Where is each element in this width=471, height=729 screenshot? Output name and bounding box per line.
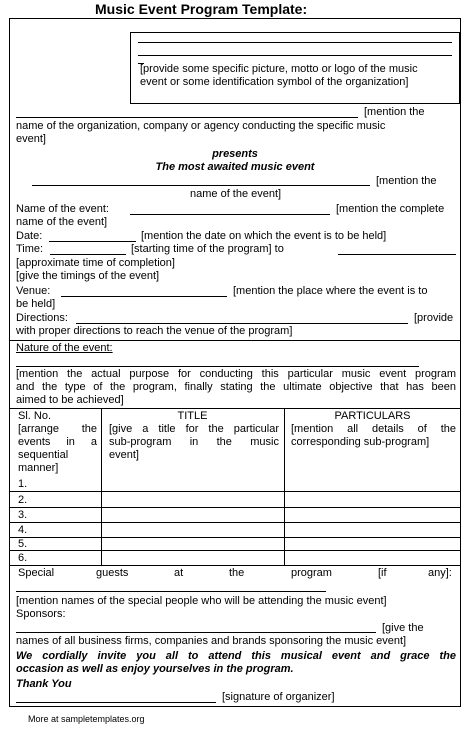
time-note3: [give the timings of the event] <box>16 270 160 282</box>
nature-line2: and the type of the program, finally stating the ultimate objective that has been <box>16 381 456 393</box>
col1-note-4: manner] <box>18 462 59 474</box>
table-header-particulars: PARTICULARS <box>334 410 411 422</box>
presents-text: presents <box>212 148 258 160</box>
col2-note-2: sub-program in the music <box>109 436 279 448</box>
event-name-field <box>130 214 330 215</box>
guests-word-1: Special <box>18 567 55 579</box>
logo-line-2 <box>138 55 452 56</box>
signature-note: [signature of organizer] <box>222 691 335 703</box>
signature-field <box>16 702 216 703</box>
logo-note-line2: event or some identification symbol of the organization] <box>140 76 409 88</box>
logo-line-1 <box>138 42 452 43</box>
table-row-border-3 <box>9 522 461 523</box>
table-row: 4. <box>18 524 28 536</box>
table-row: 1. <box>18 478 28 490</box>
nature-line1: [mention the actual purpose for conducting this particular music event program <box>16 368 456 380</box>
table-col-divider-1 <box>101 408 102 565</box>
guests-word-2: guests <box>96 567 129 579</box>
table-top-border <box>9 408 461 409</box>
venue-note2: be held] <box>16 298 56 310</box>
col1-note-1: [arrange the <box>18 423 97 435</box>
time-label: Time: <box>16 243 44 255</box>
event-name-note-line2: name of the event] <box>190 188 282 200</box>
table-row: 6. <box>18 552 28 564</box>
nature-field <box>16 366 419 367</box>
directions-label: Directions: <box>16 312 68 324</box>
directions-field <box>76 323 408 324</box>
table-row-border-5 <box>9 550 461 551</box>
nature-line3: aimed to be achieved] <box>16 394 124 406</box>
org-note-line2: name of the organization, company or agency conducting the specific music <box>16 120 386 132</box>
invite-line1: We cordially invite you all to attend this musical event and grace the <box>16 650 456 662</box>
venue-label: Venue: <box>16 285 51 297</box>
col3-note-1: [mention all details of the <box>291 423 456 435</box>
time-end-field <box>338 254 456 255</box>
venue-note: [mention the place where the event is to <box>233 285 428 297</box>
col2-note-3: event] <box>109 449 139 461</box>
col3-note-2: corresponding sub-program] <box>291 436 430 448</box>
table-col-divider-2 <box>284 408 285 565</box>
event-title-line <box>32 185 370 186</box>
guests-word-4: the <box>229 567 245 579</box>
logo-note-line1: [provide some specific picture, motto or logo of the music <box>140 63 418 75</box>
date-label: Date: <box>16 230 43 242</box>
guests-field <box>16 591 326 592</box>
page-title: Music Event Program Template: <box>95 1 308 17</box>
table-header-title: TITLE <box>177 410 208 422</box>
event-name-note2: name of the event] <box>16 216 108 228</box>
table-bottom-border <box>9 565 461 566</box>
table-row: 5. <box>18 538 28 550</box>
table-header-slno: Sl. No. <box>18 410 52 422</box>
directions-note: [provide <box>414 312 454 324</box>
table-row-border-1 <box>9 491 461 492</box>
sponsors-field <box>16 632 376 633</box>
event-name-label: Name of the event: <box>16 203 109 215</box>
sponsors-note2: names of all business firms, companies and brands sponsoring the music event] <box>16 635 407 647</box>
footer-link[interactable]: More at sampletemplates.org <box>28 714 145 724</box>
time-start-field <box>50 254 126 255</box>
section-divider-nature <box>9 340 461 341</box>
sponsors-label: Sponsors: <box>16 608 66 620</box>
org-note-tail: [mention the <box>364 106 425 118</box>
event-name-note: [mention the complete <box>336 203 445 215</box>
directions-note2: with proper directions to reach the venue of the program] <box>16 325 293 337</box>
event-name-note-tail: [mention the <box>376 175 437 187</box>
guests-word-7: any]: <box>428 567 452 579</box>
col2-note-1: [give a title for the particular <box>109 423 279 435</box>
guests-word-5: program <box>291 567 332 579</box>
guests-word-3: at <box>174 567 184 579</box>
venue-field <box>61 296 227 297</box>
col1-note-3: sequential <box>18 449 69 461</box>
guests-note: [mention names of the special people who will be attending the music event] <box>16 595 387 607</box>
org-name-line <box>16 117 358 118</box>
time-note: [starting time of the program] to <box>131 243 284 255</box>
guests-word-6: [if <box>378 567 387 579</box>
org-note-line3: event] <box>16 133 46 145</box>
invite-line2: occasion as well as enjoy yourselves in the program. <box>16 663 294 675</box>
table-row: 2. <box>18 494 28 506</box>
nature-label: Nature of the event: <box>16 342 113 354</box>
date-field <box>49 241 136 242</box>
col1-note-2: events in a <box>18 436 97 448</box>
time-note2: [approximate time of completion] <box>16 257 175 269</box>
date-note: [mention the date on which the event is to be held] <box>141 230 387 242</box>
thank-you-text: Thank You <box>16 678 72 690</box>
table-row-border-2 <box>9 507 461 508</box>
table-row-border-4 <box>9 537 461 538</box>
table-row: 3. <box>18 509 28 521</box>
awaited-event-text: The most awaited music event <box>155 161 315 173</box>
sponsors-note: [give the <box>382 622 424 634</box>
